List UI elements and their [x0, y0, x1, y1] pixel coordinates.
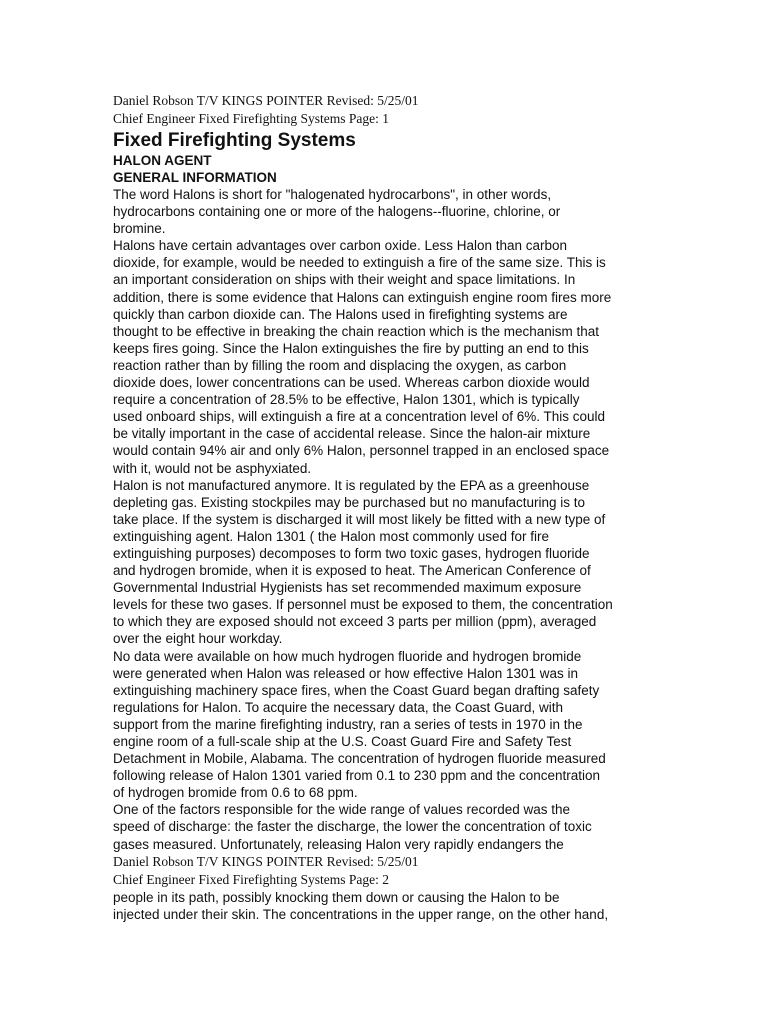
- text-line: The word Halons is short for "halogenated hydrocarbons", in other words,: [113, 187, 552, 202]
- text-line: people in its path, possibly knocking them down or causing the Halon to be: [113, 889, 560, 905]
- text-line: Detachment in Mobile, Alabama. The concentration of hydrogen fluoride measured: [113, 751, 606, 767]
- paragraph-6: [113, 889, 653, 923]
- paragraph-2: [113, 237, 653, 476]
- text-line: be vitally important in the case of accidental release. Since the halon-air mixture: [113, 426, 591, 442]
- text-line: addition, there is some evidence that Halons can extinguish engine room fires more: [113, 289, 612, 305]
- document-page: [113, 92, 653, 923]
- page-header-2-line-2: Chief Engineer Fixed Firefighting Systems Page: 2: [113, 871, 389, 887]
- text-line: require a concentration of 28.5% to be effective, Halon 1301, which is typically: [113, 392, 580, 408]
- text-line: regulations for Halon. To acquire the necessary data, the Coast Guard, with: [113, 699, 564, 715]
- text-line: take place. If the system is discharged it will most likely be fitted with a new type of: [113, 511, 606, 527]
- paragraph-5: [113, 801, 653, 852]
- text-line: extinguishing purposes) decomposes to form two toxic gases, hydrogen fluoride: [113, 545, 590, 561]
- text-line: Halon is not manufactured anymore. It is regulated by the EPA as a greenhouse: [113, 477, 590, 493]
- text-line: extinguishing machinery space fires, when the Coast Guard began drafting safety: [113, 682, 600, 698]
- paragraph-1: [113, 186, 653, 237]
- text-line: Governmental Industrial Hygienists has set recommended maximum exposure: [113, 580, 582, 596]
- text-line: dioxide does, lower concentrations can be used. Whereas carbon dioxide would: [113, 375, 590, 391]
- text-line: following release of Halon 1301 varied from 0.1 to 230 ppm and the concentration: [113, 768, 601, 784]
- text-line: keeps fires going. Since the Halon extinguishes the fire by putting an end to this: [113, 340, 589, 356]
- subsection-heading: GENERAL INFORMATION: [113, 170, 277, 185]
- text-line: Halons have certain advantages over carbon oxide. Less Halon than carbon: [113, 238, 568, 254]
- paragraph-3: [113, 477, 653, 648]
- text-line: speed of discharge: the faster the discharge, the lower the concentration of toxic: [113, 819, 592, 835]
- text-line: depleting gas. Existing stockpiles may be purchased but no manufacturing is to: [113, 494, 586, 510]
- paragraph-4: [113, 648, 653, 802]
- text-line: quickly than carbon dioxide can. The Halons used in firefighting systems are: [113, 306, 568, 322]
- document-title: Fixed Firefighting Systems: [113, 130, 356, 151]
- text-line: were generated when Halon was released or how effective Halon 1301 was in: [113, 665, 579, 681]
- text-line: an important consideration on ships with their weight and space limitations. In: [113, 272, 576, 288]
- section-heading: HALON AGENT: [113, 153, 212, 168]
- text-line: engine room of a full-scale ship at the U.S. Coast Guard Fire and Safety Test: [113, 734, 572, 749]
- text-line: levels for these two gases. If personnel must be exposed to them, the concentration: [113, 597, 613, 613]
- text-line: of hydrogen bromide from 0.6 to 68 ppm.: [113, 785, 358, 801]
- text-line: would contain 94% air and only 6% Halon, personnel trapped in an enclosed space: [113, 443, 610, 459]
- text-line: dioxide, for example, would be needed to extinguish a fire of the same size. This is: [113, 255, 606, 271]
- text-line: with it, would not be asphyxiated.: [113, 460, 312, 476]
- text-line: One of the factors responsible for the wide range of values recorded was the: [113, 802, 571, 818]
- text-line: used onboard ships, will extinguish a fire at a concentration level of 6%. This could: [113, 409, 606, 425]
- page-header-line-2: Chief Engineer Fixed Firefighting Systems Page: 1: [113, 111, 389, 126]
- text-line: thought to be effective in breaking the chain reaction which is the mechanism that: [113, 323, 600, 339]
- text-line: extinguishing agent. Halon 1301 ( the Halon most commonly used for fire: [113, 528, 549, 544]
- text-line: gases measured. Unfortunately, releasing Halon very rapidly endangers the: [113, 836, 564, 852]
- text-line: No data were available on how much hydrogen fluoride and hydrogen bromide: [113, 648, 582, 664]
- text-line: over the eight hour workday.: [113, 631, 283, 647]
- text-line: reaction rather than by filling the room and displacing the oxygen, as carbon: [113, 357, 567, 373]
- page-header-line-1: Daniel Robson T/V KINGS POINTER Revised: 5/25/01: [113, 93, 419, 108]
- page-header-2-line-1: Daniel Robson T/V KINGS POINTER Revised: 5/25/01: [113, 853, 419, 869]
- text-line: support from the marine firefighting industry, ran a series of tests in 1970 in the: [113, 716, 583, 732]
- text-line: and hydrogen bromide, when it is exposed to heat. The American Conference of: [113, 563, 591, 579]
- text-line: to which they are exposed should not exceed 3 parts per million (ppm), averaged: [113, 614, 597, 630]
- text-line: bromine.: [113, 221, 166, 237]
- text-line: hydrocarbons containing one or more of the halogens--fluorine, chlorine, or: [113, 204, 561, 220]
- text-line: injected under their skin. The concentrations in the upper range, on the other hand,: [113, 906, 609, 922]
